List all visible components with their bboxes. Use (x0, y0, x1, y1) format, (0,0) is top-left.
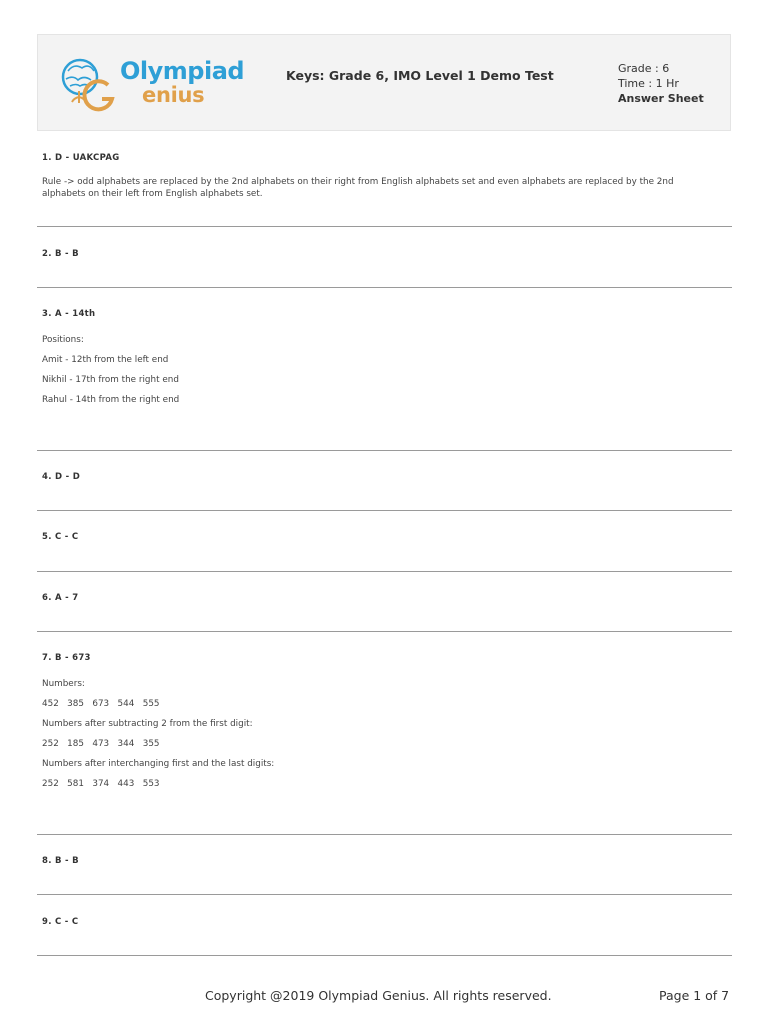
divider (37, 450, 732, 451)
explanation-line: Rule -> odd alphabets are replaced by the 2nd alphabets on their right from English alphabets set and even alphabets are replaced by the 2nd (42, 177, 674, 187)
explanation-line: Numbers after subtracting 2 from the first digit: (42, 719, 253, 729)
divider (37, 955, 732, 956)
answer-item (42, 532, 732, 542)
explanation-line: 252 185 473 344 355 (42, 739, 160, 749)
answer-sheet-label: Answer Sheet (618, 92, 704, 105)
divider (37, 894, 732, 895)
explanation-line: Rahul - 14th from the right end (42, 395, 180, 405)
explanation-line: 452 385 673 544 555 (42, 699, 160, 709)
answer-item (42, 653, 732, 790)
answer-item (42, 153, 732, 200)
answer-title: 2. B - B (42, 249, 79, 259)
divider (37, 226, 732, 227)
test-meta (618, 61, 704, 106)
answer-title: 9. C - C (42, 917, 79, 927)
explanation-line: 252 581 374 443 553 (42, 779, 160, 789)
divider (37, 287, 732, 288)
brain-tree-logo-icon (56, 55, 120, 113)
answer-title: 8. B - B (42, 856, 79, 866)
answer-title: 1. D - UAKCPAG (42, 153, 120, 163)
answer-item (42, 917, 732, 927)
answer-item (42, 593, 732, 603)
answer-item (42, 309, 732, 406)
divider (37, 834, 732, 835)
answer-item (42, 472, 732, 482)
answer-title: 5. C - C (42, 532, 79, 542)
explanation-line: Amit - 12th from the left end (42, 355, 169, 365)
answer-title: 6. A - 7 (42, 593, 79, 603)
olympiad-genius-logo (56, 55, 246, 113)
answer-title: 4. D - D (42, 472, 81, 482)
footer-copyright: Copyright @2019 Olympiad Genius. All rights reserved. (205, 988, 552, 1003)
answer-title: 7. B - 673 (42, 653, 91, 663)
divider (37, 571, 732, 572)
logo-word-genius: enius (142, 83, 205, 107)
answer-item (42, 249, 732, 259)
divider (37, 510, 732, 511)
explanation-line: alphabets on their left from English alphabets set. (42, 189, 263, 199)
answer-explanation (42, 176, 732, 200)
divider (37, 631, 732, 632)
explanation-line: Nikhil - 17th from the right end (42, 375, 179, 385)
answer-title: 3. A - 14th (42, 309, 96, 319)
explanation-line: Positions: (42, 335, 84, 345)
time-label: Time : 1 Hr (618, 77, 679, 90)
logo-word-olympiad: Olympiad (120, 57, 245, 85)
answer-item (42, 856, 732, 866)
explanation-line: Numbers after interchanging first and the last digits: (42, 759, 275, 769)
document-header (37, 34, 731, 131)
page-title: Keys: Grade 6, IMO Level 1 Demo Test (286, 68, 554, 83)
page-number: Page 1 of 7 (659, 988, 730, 1003)
grade-label: Grade : 6 (618, 62, 670, 75)
explanation-line: Numbers: (42, 679, 85, 689)
